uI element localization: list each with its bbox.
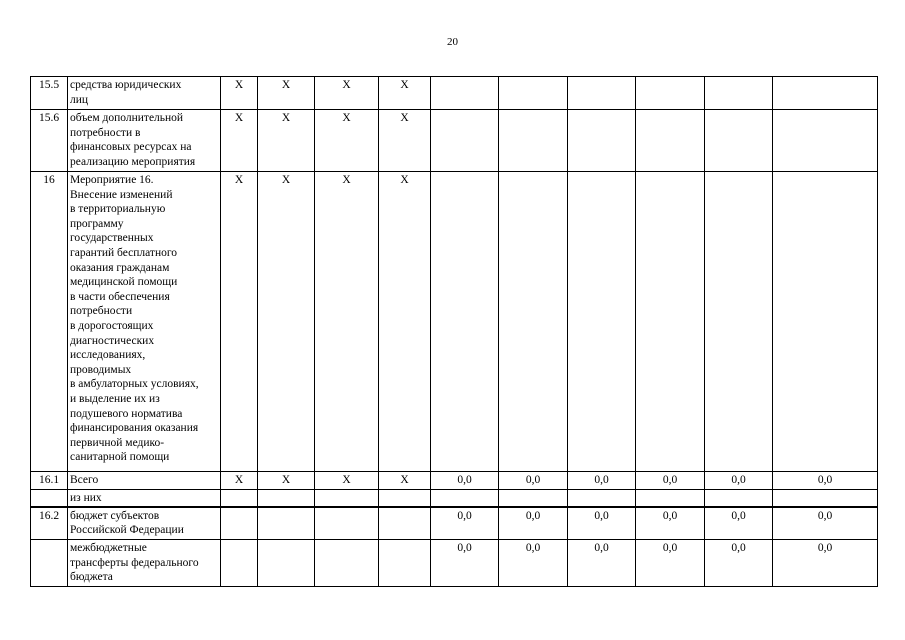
- row-number-cell: 15.5: [31, 77, 68, 110]
- table-row: [31, 490, 878, 507]
- x-mark-cell: Х: [379, 472, 431, 490]
- row-number-cell: 16.1: [31, 472, 68, 490]
- value-cell: [705, 77, 773, 110]
- x-mark-cell: [221, 540, 258, 587]
- x-mark-cell: Х: [315, 77, 379, 110]
- table-row: [31, 540, 878, 587]
- table-row: [31, 507, 878, 540]
- table-row: [31, 472, 878, 490]
- value-cell: 0,0: [499, 507, 568, 540]
- x-mark-cell: Х: [221, 172, 258, 472]
- x-mark-cell: [221, 490, 258, 507]
- row-name-cell: из них: [68, 490, 221, 507]
- budget-table: [30, 76, 878, 587]
- x-mark-cell: [379, 490, 431, 507]
- row-name-cell: Всего: [68, 472, 221, 490]
- row-name-cell: бюджет субъектов Российской Федерации: [68, 507, 221, 540]
- value-cell: [773, 490, 878, 507]
- value-cell: [499, 172, 568, 472]
- x-mark-cell: Х: [258, 77, 315, 110]
- value-cell: [568, 490, 636, 507]
- x-mark-cell: [258, 507, 315, 540]
- value-cell: 0,0: [636, 540, 705, 587]
- value-cell: [499, 110, 568, 172]
- value-cell: 0,0: [431, 507, 499, 540]
- value-cell: [568, 77, 636, 110]
- x-mark-cell: Х: [315, 472, 379, 490]
- value-cell: [773, 110, 878, 172]
- value-cell: [499, 490, 568, 507]
- value-cell: 0,0: [568, 540, 636, 587]
- x-mark-cell: Х: [379, 172, 431, 472]
- value-cell: 0,0: [499, 540, 568, 587]
- row-name-cell: средства юридических лиц: [68, 77, 221, 110]
- x-mark-cell: Х: [258, 110, 315, 172]
- row-name-cell: Мероприятие 16. Внесение изменений в территориальную программу государственных гарантий бесплатного оказания гражданам медицинской помощи в части обеспечения потребности в дорогостоящих диагностических исследованиях, проводимых в амбулаторных условиях, и выделение их из подушевого норматива финансирования оказания первичной медико- санитарной помощи: [68, 172, 221, 472]
- row-number-cell: 16: [31, 172, 68, 472]
- x-mark-cell: [258, 540, 315, 587]
- x-mark-cell: Х: [379, 77, 431, 110]
- x-mark-cell: [221, 507, 258, 540]
- x-mark-cell: [315, 540, 379, 587]
- row-number-cell: 15.6: [31, 110, 68, 172]
- x-mark-cell: [258, 490, 315, 507]
- value-cell: 0,0: [705, 540, 773, 587]
- row-number-cell: 16.2: [31, 507, 68, 540]
- value-cell: [499, 77, 568, 110]
- value-cell: [773, 172, 878, 472]
- value-cell: [705, 490, 773, 507]
- value-cell: 0,0: [499, 472, 568, 490]
- value-cell: 0,0: [568, 472, 636, 490]
- value-cell: 0,0: [568, 507, 636, 540]
- page-number: 20: [447, 36, 458, 48]
- value-cell: 0,0: [705, 507, 773, 540]
- value-cell: 0,0: [773, 540, 878, 587]
- row-number-cell: [31, 540, 68, 587]
- value-cell: [568, 172, 636, 472]
- row-name-cell: объем дополнительной потребности в финансовых ресурсах на реализацию мероприятия: [68, 110, 221, 172]
- x-mark-cell: Х: [221, 77, 258, 110]
- row-name-cell: межбюджетные трансферты федерального бюджета: [68, 540, 221, 587]
- table-row: [31, 172, 878, 472]
- x-mark-cell: [315, 507, 379, 540]
- value-cell: [636, 172, 705, 472]
- x-mark-cell: Х: [221, 472, 258, 490]
- value-cell: [568, 110, 636, 172]
- row-number-cell: [31, 490, 68, 507]
- value-cell: [431, 172, 499, 472]
- x-mark-cell: Х: [258, 472, 315, 490]
- value-cell: [705, 172, 773, 472]
- value-cell: 0,0: [773, 507, 878, 540]
- value-cell: [636, 490, 705, 507]
- value-cell: 0,0: [705, 472, 773, 490]
- x-mark-cell: Х: [258, 172, 315, 472]
- x-mark-cell: [315, 490, 379, 507]
- x-mark-cell: Х: [315, 172, 379, 472]
- value-cell: [431, 110, 499, 172]
- table-row: [31, 77, 878, 110]
- x-mark-cell: [379, 507, 431, 540]
- x-mark-cell: Х: [379, 110, 431, 172]
- table-row: [31, 110, 878, 172]
- value-cell: 0,0: [431, 472, 499, 490]
- value-cell: [773, 77, 878, 110]
- value-cell: 0,0: [636, 507, 705, 540]
- value-cell: 0,0: [773, 472, 878, 490]
- value-cell: [431, 490, 499, 507]
- value-cell: [431, 77, 499, 110]
- x-mark-cell: [379, 540, 431, 587]
- value-cell: 0,0: [636, 472, 705, 490]
- x-mark-cell: Х: [221, 110, 258, 172]
- x-mark-cell: Х: [315, 110, 379, 172]
- value-cell: 0,0: [431, 540, 499, 587]
- value-cell: [636, 77, 705, 110]
- value-cell: [636, 110, 705, 172]
- value-cell: [705, 110, 773, 172]
